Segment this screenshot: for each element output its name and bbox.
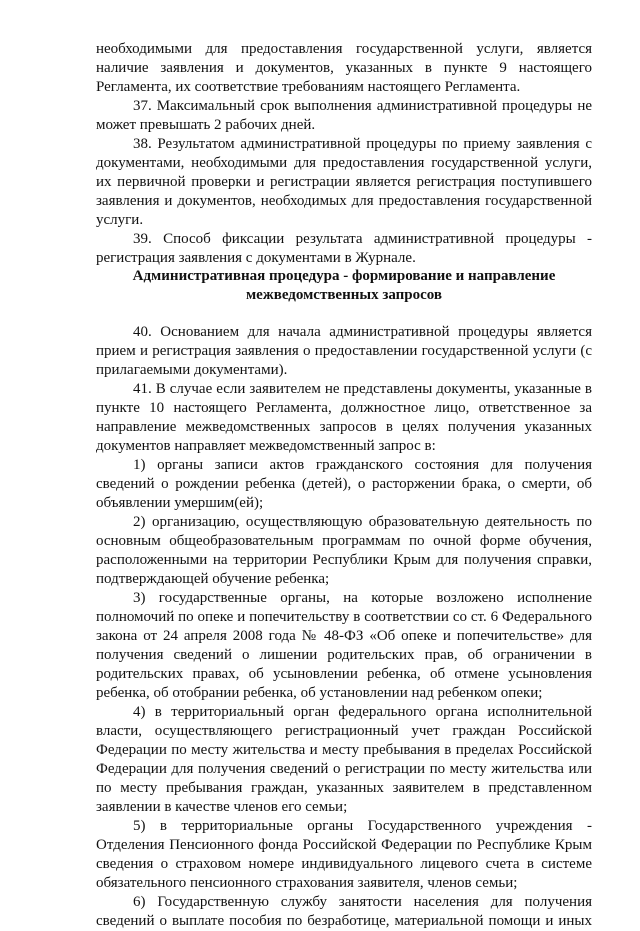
text-line: 2) организацию, осуществляющую образовательную деятельность по bbox=[133, 514, 592, 530]
text-line: заявления и документов, необходимых для предоставления государственной bbox=[96, 193, 592, 209]
text-line: подтверждающей обучение ребенка; bbox=[96, 571, 330, 587]
text-line: 40. Основанием для начала административной процедуры является bbox=[133, 324, 592, 340]
text-line: 41. В случае если заявителем не представлены документы, указанные в bbox=[133, 381, 592, 397]
text-line: 38. Результатом административной процедуры по приему заявления с bbox=[133, 136, 592, 152]
text-line: 39. Способ фиксации результата административной процедуры - bbox=[133, 231, 592, 247]
text-line: власти, осуществляющего регистрационный учет граждан Российской bbox=[96, 723, 592, 739]
text-line: Федерации для получения сведений о регистрации по месту жительства или bbox=[96, 761, 592, 777]
text-line: сведения о страховом номере индивидуального лицевого счета в системе bbox=[96, 856, 592, 872]
text-line: 37. Максимальный срок выполнения административной процедуры не bbox=[133, 98, 592, 114]
text-line: Федерации по месту жительства и месту пребывания в пределах Российской bbox=[96, 742, 592, 758]
text-line: их первичной проверки и регистрации является регистрация поступившего bbox=[96, 174, 592, 190]
text-line: ребенка, об отобрании ребенка, об установлении над ребенком опеки; bbox=[96, 685, 543, 701]
text-line: 6) Государственную службу занятости населения для получения bbox=[133, 894, 592, 910]
section-heading-line: Административная процедура - формирование и направление bbox=[132, 268, 556, 284]
text-line: документами, необходимыми для предоставления государственной услуги, bbox=[96, 155, 592, 171]
text-line: по месту пребывания граждан, указанных заявителем в представленном bbox=[96, 780, 592, 796]
text-line: прием и регистрация заявления о предоставлении государственной услуги (с bbox=[96, 343, 592, 359]
text-line: объявлении умершим(ей); bbox=[96, 495, 264, 511]
text-line: 4) в территориальный орган федерального органа исполнительной bbox=[133, 704, 592, 720]
text-line: прилагаемыми документами). bbox=[96, 362, 288, 378]
text-line: сведений о выплате пособия по безработице, материальной помощи и иных bbox=[96, 913, 592, 929]
text-line: наличие заявления и документов, указанных в пункте 9 настоящего bbox=[96, 60, 592, 76]
text-line: закона от 24 апреля 2008 года № 48-ФЗ «Об опеке и попечительстве» для bbox=[96, 628, 592, 644]
text-line: получения сведений о лишении родительских прав, об ограничении в bbox=[96, 647, 592, 663]
text-line: расположенными на территории Республики Крым для получения справки, bbox=[96, 552, 592, 568]
text-line: 1) органы записи актов гражданского состояния для получения bbox=[133, 457, 592, 473]
text-line: регистрация заявления с документами в Журнале. bbox=[96, 250, 416, 266]
text-line: сведений о рождении ребенка (детей), о расторжении брака, о смерти, об bbox=[96, 476, 592, 492]
text-line: Отделения Пенсионного фонда Российской Федерации по Республике Крым bbox=[96, 837, 592, 853]
text-line: может превышать 2 рабочих дней. bbox=[96, 117, 316, 133]
text-line: полномочий по опеке и попечительству в соответствии со ст. 6 Федерального bbox=[96, 609, 592, 625]
text-line: направление межведомственных запросов в целях получения указанных bbox=[96, 419, 592, 435]
text-line: Регламента, их соответствие требованиям настоящего Регламента. bbox=[96, 79, 521, 95]
text-line: основным общеобразовательным программам по очной форме обучения, bbox=[96, 533, 592, 549]
text-line: 3) государственные органы, на которые возложено исполнение bbox=[133, 590, 592, 606]
section-heading-line: межведомственных запросов bbox=[245, 287, 443, 303]
text-line: необходимыми для предоставления государственной услуги, является bbox=[96, 41, 592, 57]
text-line: услуги. bbox=[96, 212, 144, 228]
text-line: обязательного пенсионного страхования заявителя, членов семьи; bbox=[96, 875, 518, 891]
text-line: пункте 10 настоящего Регламента, должностное лицо, ответственное за bbox=[96, 400, 592, 416]
text-line: 5) в территориальные органы Государственного учреждения - bbox=[133, 818, 592, 834]
text-line: заявлении в качестве членов его семьи; bbox=[96, 799, 348, 815]
text-line: родительских правах, об усыновлении ребенка, об отмене усыновления bbox=[96, 666, 592, 682]
text-line: документов направляет межведомственный запрос в: bbox=[96, 438, 436, 454]
